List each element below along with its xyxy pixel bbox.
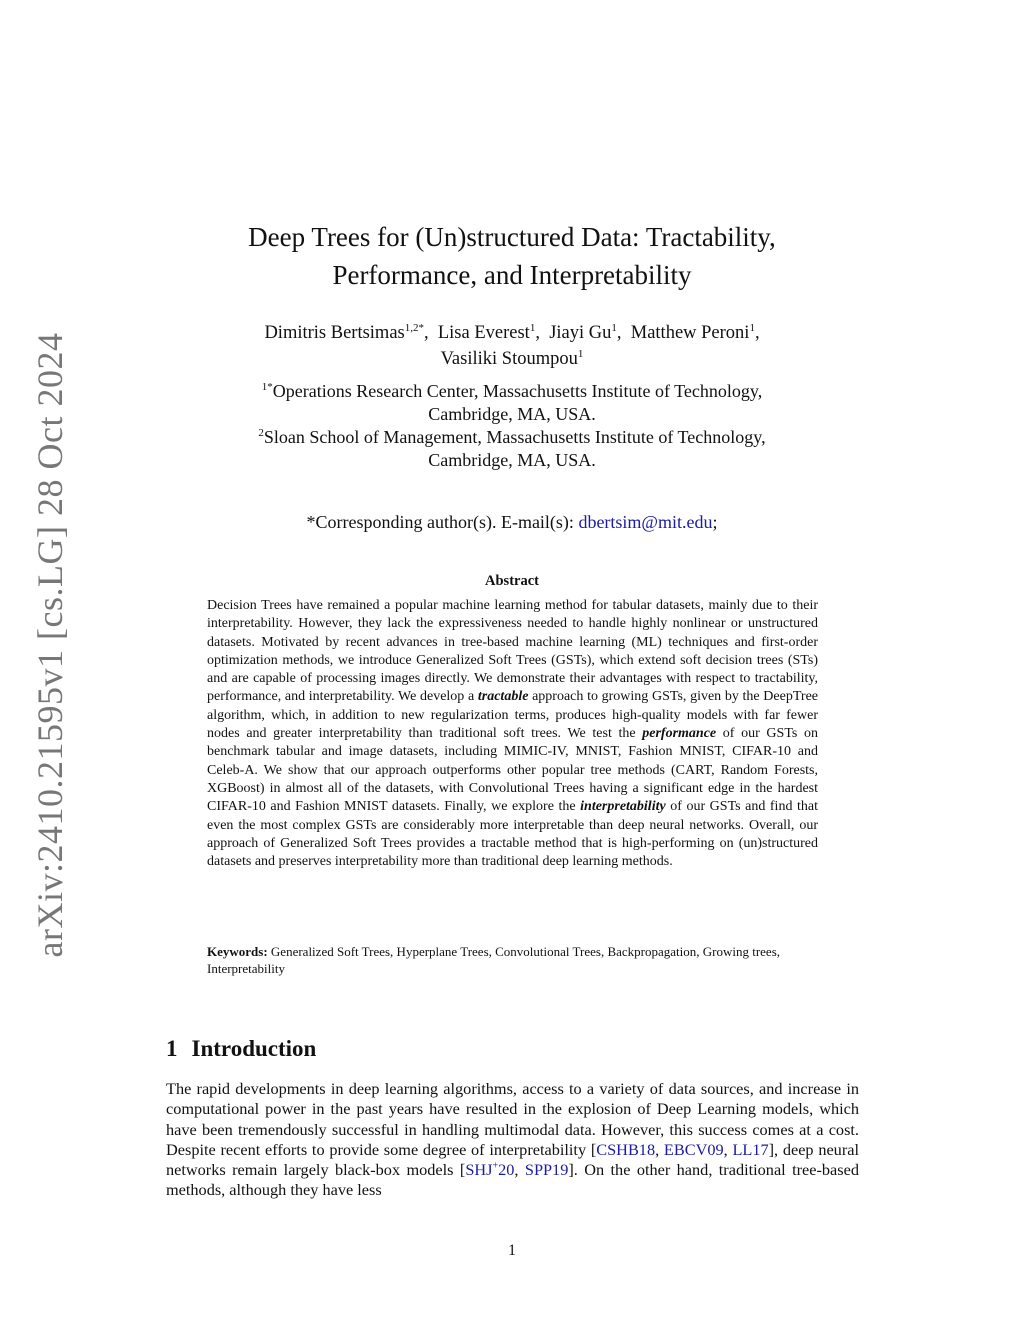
affiliation-1-line-2: Cambridge, MA, USA. [428, 404, 596, 424]
citation-separator: , [655, 1139, 664, 1159]
corresponding-prefix: *Corresponding author(s). E-mail(s): [306, 512, 579, 532]
section-title: Introduction [191, 1036, 317, 1061]
author-name: Dimitris Bertsimas [264, 323, 405, 343]
section-number: 1 [166, 1036, 178, 1061]
abstract-emphasis: performance [642, 726, 717, 742]
affiliation-2-line-2: Cambridge, MA, USA. [428, 450, 596, 470]
abstract-text: of our GSTs and find that even the most complex GSTs are considerably more interpretable than deep neural networks. Overall, our approach of Generalized Soft Trees provides a tractable method that is high-performing on (un)structured datasets and preserves interpretability more than traditional deep learning methods. [207, 799, 818, 870]
affiliation-1-line-1: Operations Research Center, Massachusetts Institute of Technology, [272, 381, 763, 401]
citation-link[interactable]: CSHB18 [596, 1139, 656, 1159]
citation-link[interactable]: EBCV09 [663, 1139, 724, 1159]
section-heading [166, 1036, 316, 1062]
affil-marker: 1* [261, 381, 273, 393]
author-affil-marker: 1,2* [404, 321, 424, 334]
abstract-emphasis: tractable [477, 689, 529, 705]
author-affil-marker: 1 [749, 321, 755, 334]
citation-separator: , [514, 1160, 525, 1180]
author-name: Lisa Everest [437, 323, 530, 343]
citation-text: SHJ [465, 1160, 493, 1180]
abstract-text: Decision Trees have remained a popular machine learning method for tabular datasets, mainly due to their interpretability. However, they lack the expressiveness needed to handle highly nonlinear or unstructured datasets. Motivated by recent advances in tree-based machine learning (ML) techniques and first-order optimization methods, we introduce Generalized Soft Trees (GSTs), which extend soft decision trees (STs) and are capable of processing images directly. We demonstrate their advantages with respect to tractability, performance, and interpretability. We develop a [207, 598, 818, 705]
citation-link[interactable] [465, 1160, 514, 1179]
intro-text: ]. On the other hand, traditional tree-based methods, although they have less [166, 1160, 859, 1200]
abstract-heading: Abstract [485, 573, 539, 589]
abstract-body [207, 597, 818, 871]
citation-text: 20 [498, 1160, 515, 1180]
affil-marker: 2 [258, 427, 264, 439]
corresponding-author [150, 510, 874, 534]
citation-link[interactable]: LL17 [732, 1139, 769, 1159]
email-link[interactable]: dbertsim@mit.edu [578, 512, 713, 532]
intro-text: ], deep neural networks remain largely black-box models [ [166, 1139, 859, 1180]
citation-link[interactable]: SPP19 [524, 1160, 569, 1180]
author-list: Dimitris Bertsimas$^{1,2*}$, Lisa Everest$^1$, Jiayi Gu$^1$, Matthew Peroni$^1$, Vasiliki Stoumpou$^1$ [264, 321, 760, 369]
abstract-text: of our GSTs on benchmark tabular and image datasets, including MIMIC-IV, MNIST, Fashion MNIST, CIFAR-10 and Celeb-A. We show that our approach outperforms other popular tree methods (CART, Random Forests, XGBoost) in almost all of the datasets, with Convolutional Trees having a significant edge in the hardest CIFAR-10 and Fashion MNIST datasets. Finally, we explore the [207, 726, 819, 815]
keywords-label: Keywords: [207, 944, 268, 959]
author-affil-marker: 1 [577, 347, 584, 360]
intro-text: The rapid developments in deep learning algorithms, access to a variety of data sources, and increase in computational power in the past years have resulted in the explosion of Deep Learning models, which have been tremendously successful in handling multimodal data. However, this success comes at a cost. Despite recent efforts to provide some degree of interpretability [ [166, 1079, 859, 1159]
page-number: 1 [508, 1242, 516, 1259]
author-affil-marker: 1 [611, 321, 617, 334]
author-name: Vasiliki Stoumpou [440, 349, 578, 369]
abstract-emphasis: interpretability [580, 799, 666, 815]
corresponding-suffix: ; [712, 512, 718, 532]
abstract-text: approach to growing GSTs, given by the DeepTree algorithm, which, in addition to new regularization terms, produces high-quality models with far fewer nodes and greater interpretability than traditional soft trees. We test the [207, 689, 818, 742]
author-affil-marker: 1 [529, 321, 536, 334]
title-line-2: Performance, and Interpretability [332, 260, 692, 290]
keywords-text: Generalized Soft Trees, Hyperplane Trees, Convolutional Trees, Backpropagation, Growing trees, Interpretability [207, 944, 781, 976]
arxiv-identifier-stamp[interactable]: arXiv:2410.21595v1 [cs.LG] 28 Oct 2024 [30, 332, 70, 958]
paper-title [150, 218, 874, 294]
citation-superscript: + [492, 1160, 499, 1172]
introduction-paragraph [166, 1079, 859, 1201]
author-name: Jiayi Gu [549, 323, 612, 343]
author-name: Matthew Peroni [630, 323, 750, 343]
title-line-1: Deep Trees for (Un)structured Data: Tractability, [248, 222, 776, 252]
citation-separator: , [723, 1139, 733, 1159]
keywords [207, 943, 818, 977]
affiliation-2-line-1: Sloan School of Management, Massachusetts Institute of Technology, [263, 427, 766, 447]
affiliations [150, 380, 874, 472]
